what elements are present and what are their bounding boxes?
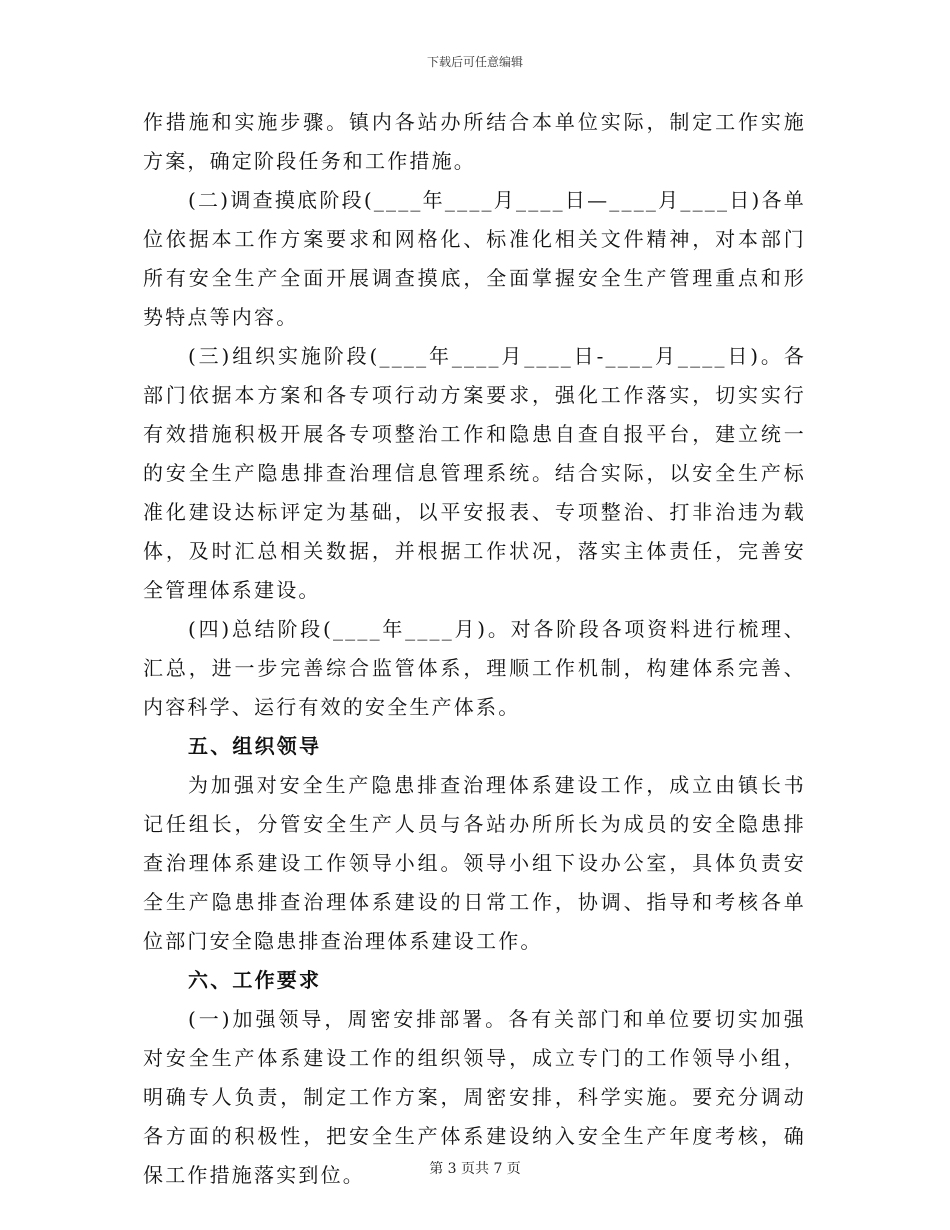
page-header: 下载后可任意编辑 — [426, 55, 523, 69]
paragraph-organization: 为加强对安全生产隐患排查治理体系建设工作，成立由镇长书记任组长，分管安全生产人员与各站办所所长为成员的安全隐患排查治理体系建设工作领导小组。领导小组下设办公室，具体负责安全生产隐患排查治理体系建设的日常工作，协调、指导和考核各单位部门安全隐患排查治理体系建设工作。 — [143, 773, 806, 953]
paragraph-implementation-stage: (三)组织实施阶段(____年____月____日-____月____日)。各部门依据本方案和各专项行动方案要求，强化工作落实，切实实行有效措施积极开展各专项整治工作和隐患自查自报平台，建立统一的安全生产隐患排查治理信息管理系统。结合实际，以安全生产标准化建设达标评定为基础，以平安报表、专项整治、打非治违为载体，及时汇总相关数据，并根据工作状况，落实主体责任，完善安全管理体系建设。 — [143, 344, 806, 602]
document-body — [143, 103, 806, 1195]
paragraph-continuation: 作措施和实施步骤。镇内各站办所结合本单位实际，制定工作实施方案，确定阶段任务和工作措施。 — [143, 110, 806, 173]
paragraph-summary-stage: (四)总结阶段(____年____月)。对各阶段各项资料进行梳理、汇总，进一步完善综合监管体系，理顺工作机制，构建体系完善、内容科学、运行有效的安全生产体系。 — [143, 617, 806, 719]
page-footer: 第 3 页共 7 页 — [429, 1161, 521, 1177]
paragraph-requirement-1: (一)加强领导，周密安排部署。各有关部门和单位要切实加强对安全生产体系建设工作的组织领导，成立专门的工作领导小组，明确专人负责，制定工作方案，周密安排，科学实施。要充分调动各方面的积极性，把安全生产体系建设纳入安全生产年度考核，确保工作措施落实到位。 — [143, 1007, 806, 1187]
section-heading-requirements: 六、工作要求 — [188, 968, 322, 992]
section-heading-organization: 五、组织领导 — [188, 734, 322, 758]
paragraph-survey-stage: (二)调查摸底阶段(____年____月____日—____月____日)各单位依据本工作方案要求和网格化、标准化相关文件精神，对本部门所有安全生产全面开展调查摸底，全面掌握安全生产管理重点和形势特点等内容。 — [143, 188, 806, 329]
